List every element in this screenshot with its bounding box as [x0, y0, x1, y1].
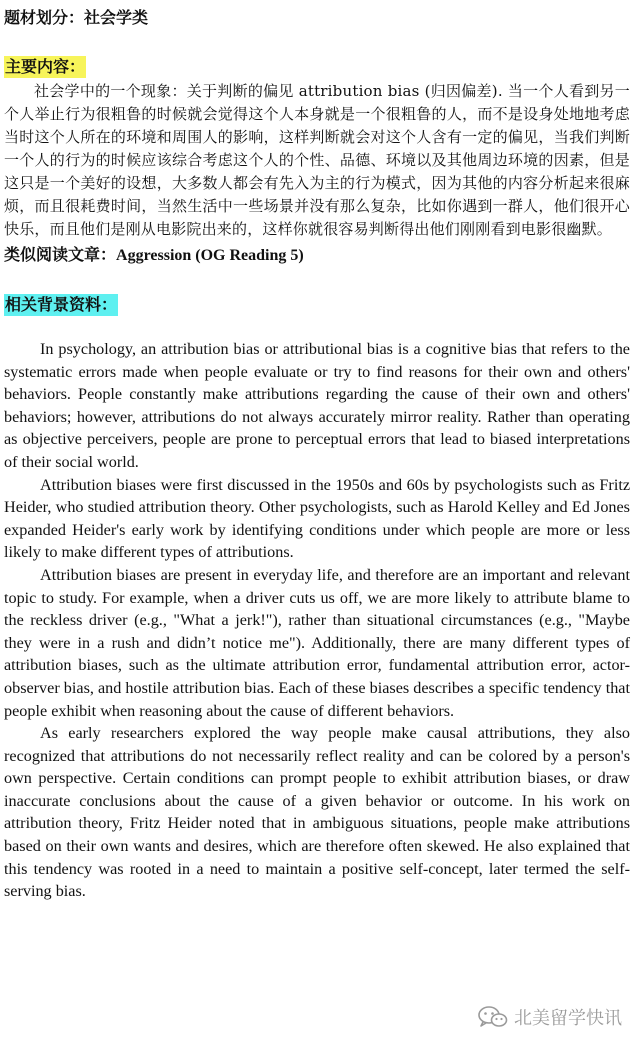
background-body — [4, 338, 630, 903]
main-content-heading: 主要内容： — [5, 57, 86, 76]
watermark — [478, 1004, 622, 1030]
similar-reading-label: 类似阅读文章： — [4, 245, 117, 264]
background-paragraph-1: In psychology, an attribution bias or attributional bias is a cognitive bias that refers to the systematic errors made when people evaluate or try to find reasons for their own and others' behaviors. People constantly make attributions regarding the cause of their own and others' behaviors; however, attributions do not always accurately mirror reality. Rather than operating as objective perceivers, people are prone to perceptual errors that lead to biased interpretations of their social world. — [4, 340, 630, 471]
background-paragraph-2: Attribution biases were first discussed in the 1950s and 60s by psychologists such as Fritz Heider, who studied attribution theory. Other psychologists, such as Harold Kelley and Ed Jones expanded Heider's early work by identifying conditions under which people are more or less likely to make different types of attributions. — [4, 475, 630, 562]
background-paragraph-3: Attribution biases are present in everyday life, and therefore are an important and relevant topic to study. For example, when a driver cuts us off, we are more likely to attribute blame to the reckless driver (e.g., "What a jerk!"), rather than situational circumstances (e.g., "Maybe they were in a rush and didn’t notice me"). Additionally, there are many different types of attribution biases, such as the ultimate attribution error, fundamental attribution error, actor-observer bias, and hostile attribution bias. Each of these biases describes a specific tendency that people exhibit when reasoning about the cause of different behaviors. — [4, 565, 630, 720]
wechat-icon — [478, 1005, 508, 1029]
background-heading: 相关背景资料： — [5, 295, 118, 314]
background-section — [4, 294, 630, 316]
main-content-text: 社会学中的一个现象：关于判断的偏见 attribution bias (归因偏差). 当一个人看到另一个人举止行为很粗鲁的时候就会觉得这个人本身就是一个很粗鲁的人，而不是设身处地地考虑当时这个人所在的环境和周围人的影响，这样判断就会对这个人含有一定的偏见，当我们判断一个人的行为的时候应该综合考虑这个人的个性、品德、环境以及其他周边环境的因素，但是这只是一个美好的设想，大多数人都会有先入为主的行为模式，因为其他的内容分析起来很麻烦，而且很耗费时间，当然生活中一些场景并没有那么复杂，比如你遇到一群人，他们很开心快乐，而且他们是刚从电影院出来的，这样你就很容易判断得出他们刚刚看到电影很幽默。 — [4, 82, 630, 238]
watermark-text: 北美留学快讯 — [514, 1008, 622, 1029]
main-content-section — [4, 56, 630, 78]
background-paragraph-4: As early researchers explored the way people make causal attributions, they also recognized that attributions do not necessarily reflect reality and can be colored by a person's own perspective. Certain conditions can prompt people to exhibit attribution biases, or draw inaccurate conclusions about the cause of a given behavior or outcome. In his work on attribution theory, Fritz Heider noted that in ambiguous situations, people make attributions based on their own wants and desires, which are therefore often skewed. He also explained that this tendency was rooted in a need to maintain a positive self-concept, later termed the self-serving bias. — [4, 724, 630, 901]
similar-reading-line — [4, 243, 630, 268]
category-line: 题材划分：社会学类 — [4, 8, 149, 27]
similar-reading-title: Aggression (OG Reading 5) — [116, 247, 304, 264]
